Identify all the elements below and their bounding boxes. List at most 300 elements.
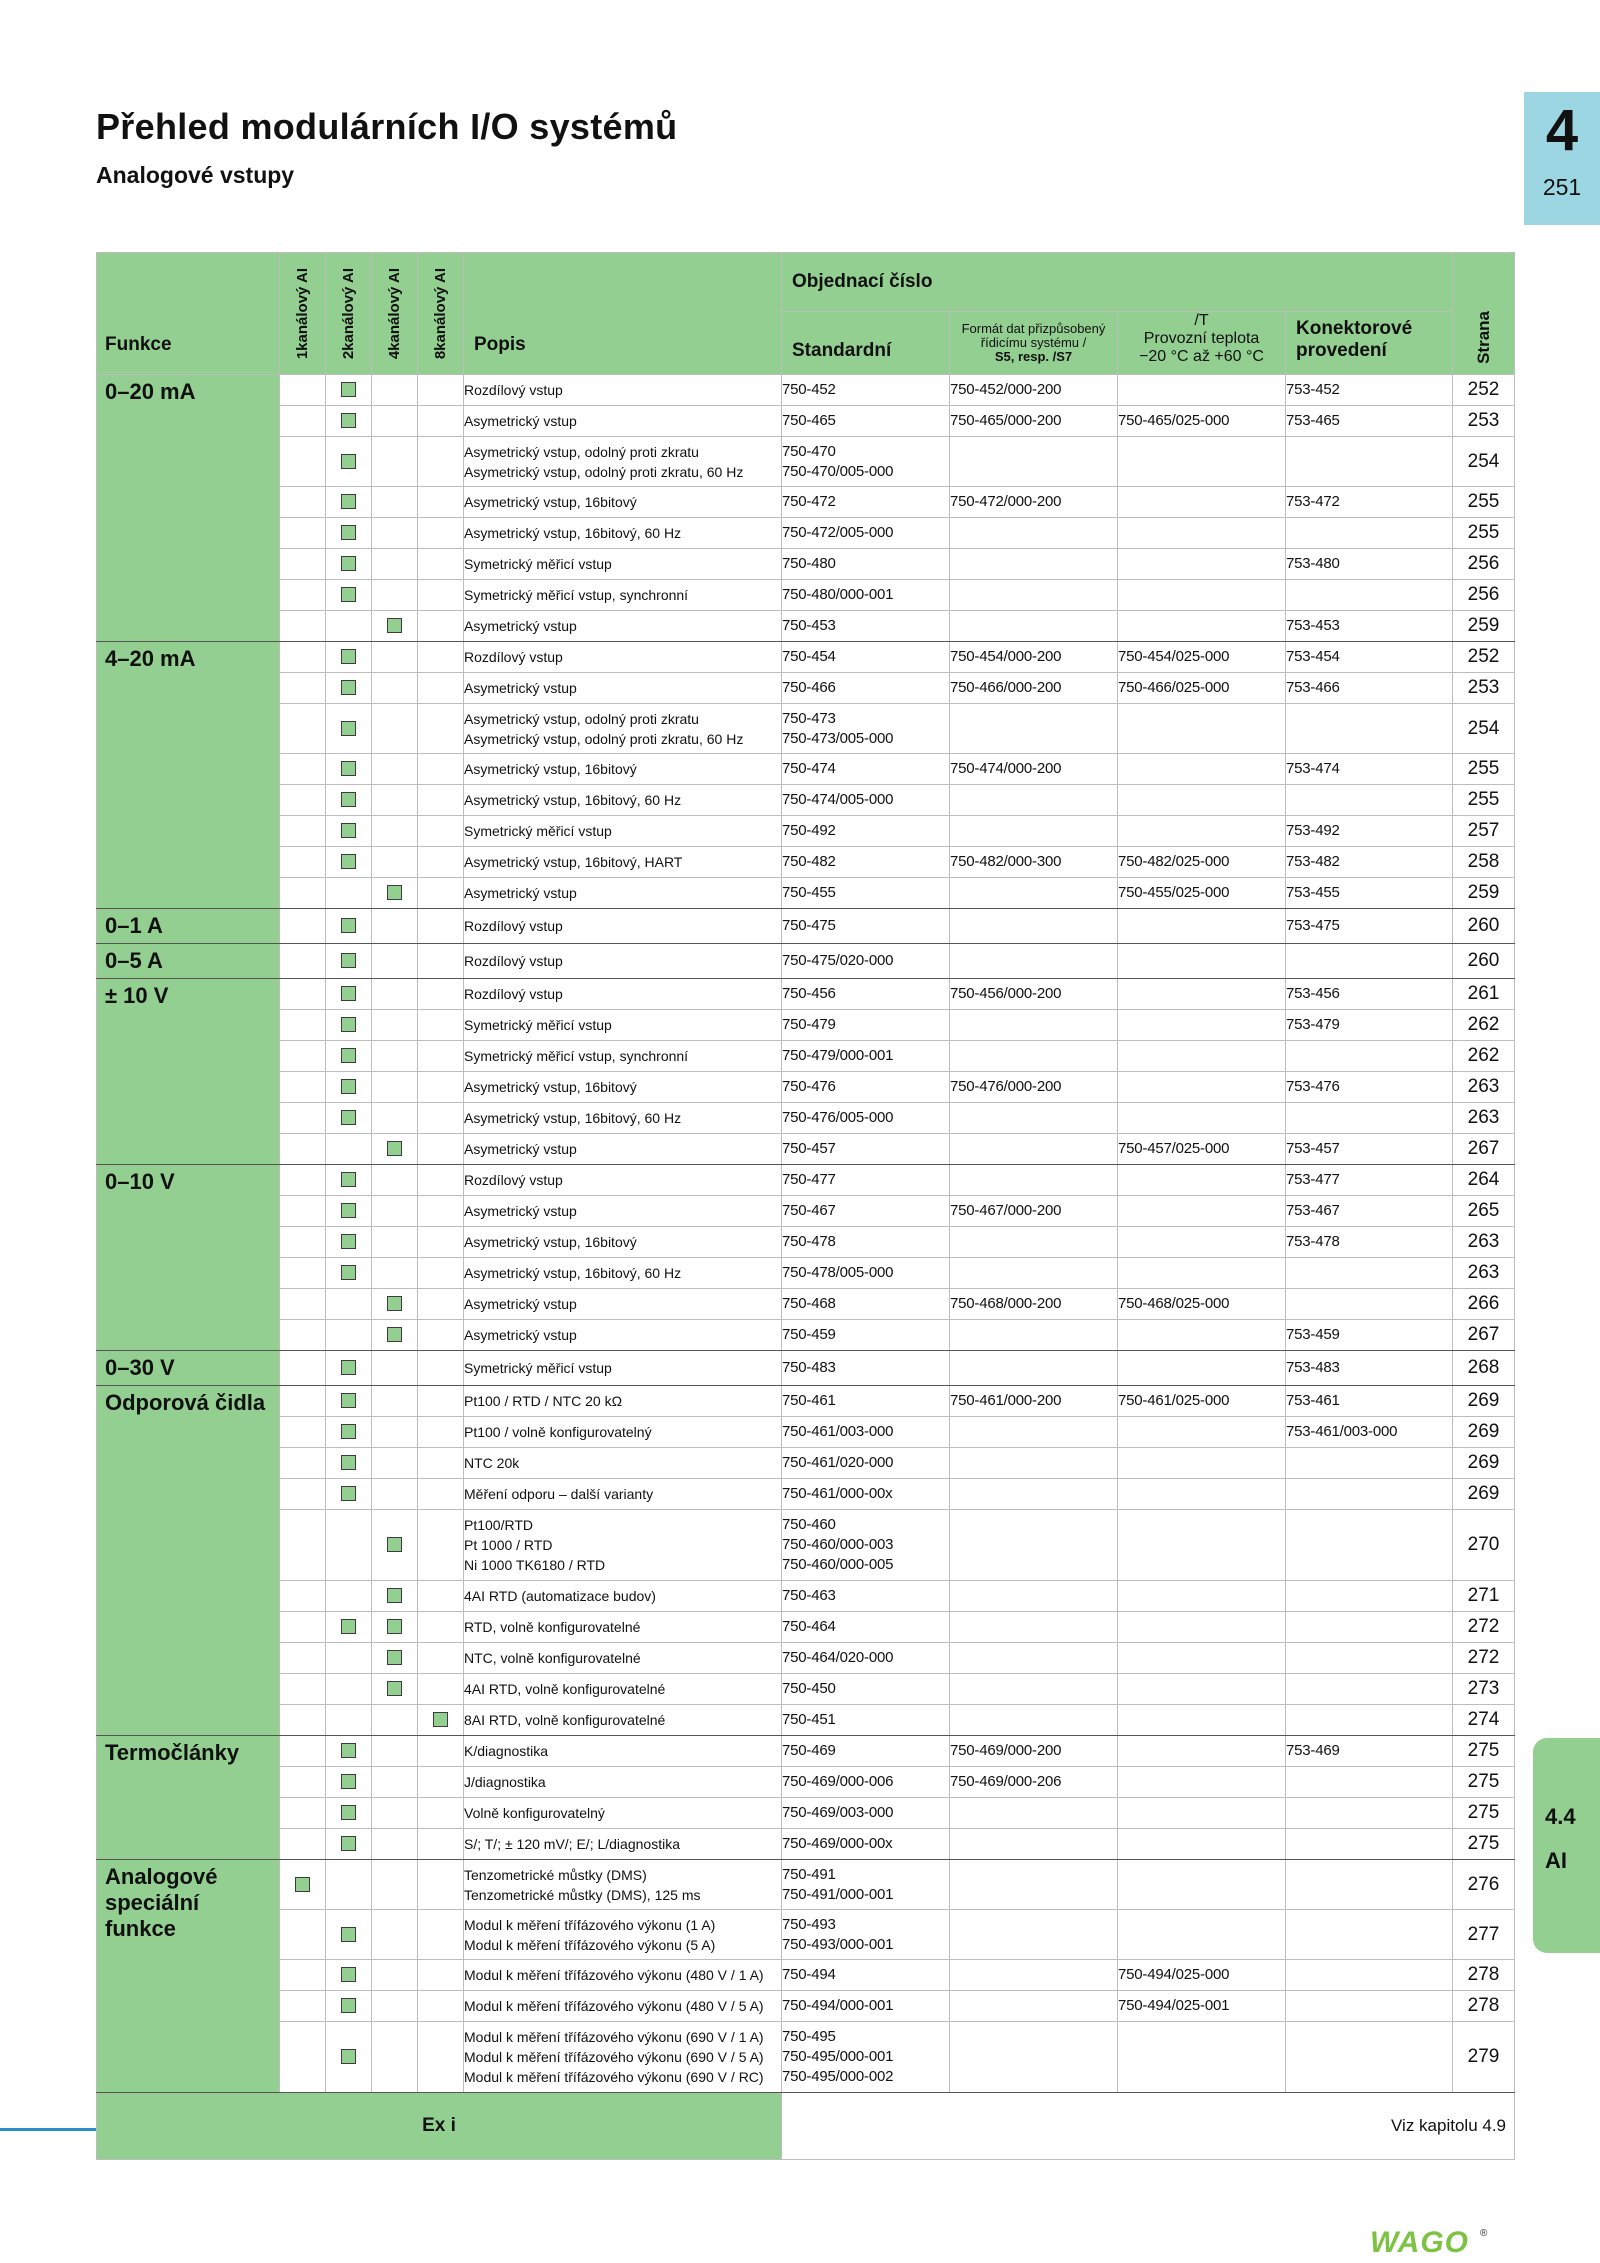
channel-1-cell — [280, 1258, 326, 1289]
function-group: Termočlánky — [97, 1736, 280, 1860]
page-ref-cell[interactable]: 257 — [1453, 816, 1515, 847]
description-cell-line: Asymetrický vstup, 16bitový — [464, 761, 637, 777]
description-cell-line: Modul k měření třífázového výkonu (1 A) — [464, 1916, 716, 1933]
format-number-cell — [950, 1134, 1118, 1165]
channel-2-cell — [326, 1479, 372, 1510]
channel-4-cell — [372, 1386, 418, 1417]
channel-4-cell — [372, 979, 418, 1010]
table-row — [97, 1196, 1515, 1227]
channel-2-cell — [326, 487, 372, 518]
page-ref-cell[interactable]: 259 — [1453, 611, 1515, 642]
channel-marker-icon — [341, 525, 356, 540]
channel-8-cell — [418, 1960, 464, 1991]
page-ref-cell[interactable]: 271 — [1453, 1581, 1515, 1612]
temperature-number-cell — [1118, 487, 1286, 518]
channel-8-cell — [418, 549, 464, 580]
channel-4-cell — [372, 1417, 418, 1448]
page-ref-cell[interactable]: 278 — [1453, 1991, 1515, 2022]
description-cell-line: Pt 1000 / RTD — [464, 1537, 553, 1553]
channel-2-cell — [326, 847, 372, 878]
temperature-number-cell: 750-461/025-000 — [1118, 1386, 1286, 1417]
standard-number-cell-line: 750-454 — [782, 648, 836, 665]
page-ref-cell[interactable]: 262 — [1453, 1041, 1515, 1072]
description-cell-line: Tenzometrické můstky (DMS), 125 ms — [464, 1886, 701, 1903]
standard-number-cell-line: 750-460/000-003 — [782, 1536, 894, 1553]
page-ref-cell[interactable]: 255 — [1453, 518, 1515, 549]
description-cell-line: Symetrický měřicí vstup — [464, 556, 612, 572]
channel-8-cell — [418, 1510, 464, 1581]
channel-2-cell — [326, 1448, 372, 1479]
standard-number-cell — [782, 878, 950, 909]
connector-number-cell — [1286, 1289, 1453, 1320]
standard-number-cell-line: 750-473/005-000 — [782, 729, 894, 747]
page-ref-cell[interactable]: 254 — [1453, 437, 1515, 487]
page-ref-cell[interactable]: 273 — [1453, 1674, 1515, 1705]
temperature-number-cell: 750-454/025-000 — [1118, 642, 1286, 673]
channel-4-cell — [372, 1258, 418, 1289]
wago-logo-text: WAGO — [1370, 2226, 1469, 2256]
format-number-cell: 750-472/000-200 — [950, 487, 1118, 518]
header-1ch: 1kanálový AI — [280, 253, 326, 375]
description-cell — [464, 1674, 782, 1705]
table-row — [97, 2022, 1515, 2093]
table-row — [97, 1417, 1515, 1448]
page-ref-cell[interactable]: 263 — [1453, 1072, 1515, 1103]
description-cell — [464, 1510, 782, 1581]
channel-2-cell — [326, 1767, 372, 1798]
temperature-number-cell — [1118, 909, 1286, 944]
page-ref-cell[interactable]: 264 — [1453, 1165, 1515, 1196]
channel-1-cell — [280, 1510, 326, 1581]
connector-number-cell: 753-467 — [1286, 1196, 1453, 1227]
standard-number-cell-line: 750-478/005-000 — [782, 1264, 894, 1281]
format-number-cell: 750-461/000-200 — [950, 1386, 1118, 1417]
table-row — [97, 944, 1515, 979]
standard-number-cell — [782, 1134, 950, 1165]
temperature-number-cell — [1118, 1227, 1286, 1258]
format-number-cell: 750-466/000-200 — [950, 673, 1118, 704]
connector-number-cell — [1286, 1674, 1453, 1705]
description-cell-line: Asymetrický vstup — [464, 618, 577, 634]
format-number-cell — [950, 1103, 1118, 1134]
page-ref-cell[interactable]: 269 — [1453, 1448, 1515, 1479]
connector-number-cell: 753-478 — [1286, 1227, 1453, 1258]
temperature-number-cell — [1118, 754, 1286, 785]
description-cell-line: Rozdílový vstup — [464, 649, 563, 665]
connector-number-cell: 753-461/003-000 — [1286, 1417, 1453, 1448]
temperature-number-cell — [1118, 549, 1286, 580]
description-cell — [464, 1910, 782, 1960]
temperature-number-cell: 750-466/025-000 — [1118, 673, 1286, 704]
description-cell — [464, 1351, 782, 1386]
footer-reference[interactable]: Viz kapitolu 4.9 — [782, 2093, 1515, 2160]
description-cell — [464, 1860, 782, 1910]
temperature-number-cell: 750-494/025-001 — [1118, 1991, 1286, 2022]
standard-number-cell-line: 750-461/000-00x — [782, 1485, 893, 1502]
channel-4-cell — [372, 673, 418, 704]
channel-marker-icon — [341, 454, 356, 469]
section-tab[interactable] — [1533, 1738, 1600, 1953]
page-ref-cell[interactable]: 254 — [1453, 704, 1515, 754]
format-number-cell — [950, 1910, 1118, 1960]
description-cell — [464, 1041, 782, 1072]
connector-number-cell: 753-454 — [1286, 642, 1453, 673]
format-number-cell — [950, 1960, 1118, 1991]
temperature-number-cell — [1118, 437, 1286, 487]
table-row — [97, 1165, 1515, 1196]
description-cell-line: Asymetrický vstup, 16bitový — [464, 494, 637, 510]
page-ref-cell[interactable]: 269 — [1453, 1479, 1515, 1510]
description-cell-line: Asymetrický vstup, odolný proti zkratu — [464, 443, 699, 460]
channel-2-cell — [326, 878, 372, 909]
page-ref-cell[interactable]: 262 — [1453, 1010, 1515, 1041]
table-row — [97, 1798, 1515, 1829]
standard-number-cell-line: 750-495 — [782, 2028, 836, 2045]
page-ref-cell[interactable]: 260 — [1453, 944, 1515, 979]
page-ref-cell[interactable]: 275 — [1453, 1798, 1515, 1829]
channel-1-cell — [280, 549, 326, 580]
channel-marker-icon — [387, 1650, 402, 1665]
channel-2-cell — [326, 437, 372, 487]
page-ref-cell[interactable]: 266 — [1453, 1289, 1515, 1320]
temperature-number-cell — [1118, 580, 1286, 611]
page-ref-cell[interactable]: 267 — [1453, 1320, 1515, 1351]
page-ref-cell[interactable]: 269 — [1453, 1386, 1515, 1417]
header-funkce: Funkce — [97, 253, 280, 375]
channel-8-cell — [418, 816, 464, 847]
channel-2-cell — [326, 2022, 372, 2093]
table-row — [97, 1674, 1515, 1705]
channel-8-cell — [418, 1798, 464, 1829]
channel-marker-icon — [341, 986, 356, 1001]
channel-8-cell — [418, 1674, 464, 1705]
channel-2-cell — [326, 979, 372, 1010]
channel-8-cell — [418, 944, 464, 979]
connector-number-cell: 753-479 — [1286, 1010, 1453, 1041]
channel-2-cell — [326, 944, 372, 979]
format-number-cell — [950, 704, 1118, 754]
wago-logo — [1368, 2226, 1496, 2256]
page-ref-cell[interactable]: 270 — [1453, 1510, 1515, 1581]
description-cell — [464, 1991, 782, 2022]
format-number-cell — [950, 437, 1118, 487]
channel-4-cell — [372, 1103, 418, 1134]
temperature-number-cell — [1118, 1674, 1286, 1705]
channel-4-cell — [372, 611, 418, 642]
description-cell-line: NTC 20k — [464, 1455, 520, 1471]
header-konektor: Konektorové provedení — [1286, 312, 1453, 375]
connector-number-cell — [1286, 2022, 1453, 2093]
page-ref-cell[interactable]: 269 — [1453, 1417, 1515, 1448]
channel-1-cell — [280, 1910, 326, 1960]
channel-1-cell — [280, 1320, 326, 1351]
page-ref-cell[interactable]: 252 — [1453, 642, 1515, 673]
connector-number-cell — [1286, 944, 1453, 979]
channel-4-cell — [372, 642, 418, 673]
page-ref-cell[interactable]: 275 — [1453, 1767, 1515, 1798]
channel-1-cell — [280, 1705, 326, 1736]
temperature-number-cell — [1118, 1010, 1286, 1041]
channel-4-cell — [372, 1041, 418, 1072]
channel-marker-icon — [341, 1927, 356, 1942]
header-8ch: 8kanálový AI — [418, 253, 464, 375]
standard-number-cell — [782, 1010, 950, 1041]
channel-1-cell — [280, 1103, 326, 1134]
connector-number-cell — [1286, 1829, 1453, 1860]
channel-1-cell — [280, 518, 326, 549]
page-ref-cell[interactable]: 272 — [1453, 1643, 1515, 1674]
channel-marker-icon — [433, 1712, 448, 1727]
channel-8-cell — [418, 1320, 464, 1351]
format-number-cell — [950, 785, 1118, 816]
channel-marker-icon — [387, 618, 402, 633]
page-ref-cell[interactable]: 258 — [1453, 847, 1515, 878]
channel-1-cell — [280, 754, 326, 785]
description-cell — [464, 437, 782, 487]
temperature-number-cell — [1118, 1417, 1286, 1448]
description-cell — [464, 1829, 782, 1860]
channel-marker-icon — [341, 792, 356, 807]
page-ref-cell[interactable]: 267 — [1453, 1134, 1515, 1165]
channel-marker-icon — [341, 854, 356, 869]
description-cell — [464, 1320, 782, 1351]
channel-2-cell — [326, 1798, 372, 1829]
channel-4-cell — [372, 1072, 418, 1103]
channel-8-cell — [418, 1289, 464, 1320]
description-cell — [464, 1289, 782, 1320]
standard-number-cell-line: 750-464/020-000 — [782, 1649, 894, 1666]
chapter-page: 251 — [1542, 174, 1582, 200]
standard-number-cell-line: 750-463 — [782, 1587, 836, 1604]
channel-1-cell — [280, 1386, 326, 1417]
channel-4-cell — [372, 1448, 418, 1479]
format-number-cell — [950, 909, 1118, 944]
channel-2-cell — [326, 1581, 372, 1612]
channel-marker-icon — [387, 1141, 402, 1156]
page-ref-cell[interactable]: 252 — [1453, 375, 1515, 406]
description-cell — [464, 704, 782, 754]
description-cell-line: Rozdílový vstup — [464, 953, 563, 969]
standard-number-cell-line: 750-493/000-001 — [782, 1935, 894, 1953]
table-row — [97, 1258, 1515, 1289]
table-row — [97, 1320, 1515, 1351]
page-ref-cell[interactable]: 253 — [1453, 406, 1515, 437]
table-row — [97, 816, 1515, 847]
standard-number-cell-line: 750-494 — [782, 1966, 836, 1983]
standard-number-cell-line: 750-482 — [782, 853, 836, 870]
channel-marker-icon — [341, 721, 356, 736]
channel-2-cell — [326, 1860, 372, 1910]
section-number: 4.4 — [1545, 1804, 1576, 1829]
channel-1-cell — [280, 1165, 326, 1196]
channel-4-cell — [372, 2022, 418, 2093]
channel-2-cell — [326, 1196, 372, 1227]
description-cell — [464, 1165, 782, 1196]
table-row — [97, 1227, 1515, 1258]
format-number-cell — [950, 1643, 1118, 1674]
channel-4-cell — [372, 754, 418, 785]
format-number-cell — [950, 549, 1118, 580]
description-cell-line: Symetrický měřicí vstup, synchronní — [464, 1048, 689, 1064]
channel-8-cell — [418, 642, 464, 673]
channel-marker-icon — [295, 1877, 310, 1892]
page-ref-cell[interactable]: 277 — [1453, 1910, 1515, 1960]
page-ref-cell[interactable]: 259 — [1453, 878, 1515, 909]
standard-number-cell — [782, 673, 950, 704]
format-number-cell — [950, 1320, 1118, 1351]
standard-number-cell-line: 750-461/003-000 — [782, 1423, 894, 1440]
channel-marker-icon — [341, 1743, 356, 1758]
channel-1-cell — [280, 1227, 326, 1258]
function-group: 0–5 A — [97, 944, 280, 979]
temperature-number-cell — [1118, 1196, 1286, 1227]
channel-8-cell — [418, 1479, 464, 1510]
page-ref-cell[interactable]: 268 — [1453, 1351, 1515, 1386]
standard-number-cell-line: 750-467 — [782, 1202, 836, 1219]
standard-number-cell-line: 750-469/000-00x — [782, 1835, 893, 1852]
channel-8-cell — [418, 1612, 464, 1643]
format-number-cell — [950, 1165, 1118, 1196]
description-cell — [464, 1581, 782, 1612]
channel-2-cell — [326, 611, 372, 642]
function-group: ± 10 V — [97, 979, 280, 1165]
channel-8-cell — [418, 754, 464, 785]
standard-number-cell — [782, 1165, 950, 1196]
description-cell — [464, 1072, 782, 1103]
channel-1-cell — [280, 704, 326, 754]
standard-number-cell — [782, 816, 950, 847]
format-number-cell — [950, 878, 1118, 909]
description-cell-line: K/diagnostika — [464, 1743, 549, 1759]
page-ref-cell[interactable]: 263 — [1453, 1227, 1515, 1258]
channel-marker-icon — [341, 1203, 356, 1218]
standard-number-cell-line: 750-474 — [782, 760, 836, 777]
standard-number-cell-line: 750-460/000-005 — [782, 1556, 894, 1573]
standard-number-cell — [782, 1448, 950, 1479]
channel-4-cell — [372, 580, 418, 611]
temperature-number-cell: 750-482/025-000 — [1118, 847, 1286, 878]
channel-4-cell — [372, 1134, 418, 1165]
channel-8-cell — [418, 375, 464, 406]
standard-number-cell — [782, 1612, 950, 1643]
channel-marker-icon — [341, 1774, 356, 1789]
temperature-number-cell — [1118, 1448, 1286, 1479]
channel-2-cell — [326, 642, 372, 673]
standard-number-cell — [782, 909, 950, 944]
page-ref-cell[interactable]: 255 — [1453, 487, 1515, 518]
page-ref-cell[interactable]: 256 — [1453, 580, 1515, 611]
description-cell-line: Pt100 / volně konfigurovatelný — [464, 1424, 652, 1440]
standard-number-cell-line: 750-491/000-001 — [782, 1885, 894, 1903]
page-ref-cell[interactable]: 275 — [1453, 1829, 1515, 1860]
channel-8-cell — [418, 909, 464, 944]
page-ref-cell[interactable]: 263 — [1453, 1258, 1515, 1289]
table-row — [97, 406, 1515, 437]
channel-4-cell — [372, 1612, 418, 1643]
temperature-number-cell — [1118, 611, 1286, 642]
standard-number-cell-line: 750-452 — [782, 381, 836, 398]
page-ref-cell[interactable]: 275 — [1453, 1736, 1515, 1767]
description-cell — [464, 785, 782, 816]
channel-1-cell — [280, 1351, 326, 1386]
channel-8-cell — [418, 979, 464, 1010]
connector-number-cell: 753-466 — [1286, 673, 1453, 704]
channel-4-cell — [372, 704, 418, 754]
page-ref-cell[interactable]: 279 — [1453, 2022, 1515, 2093]
registered-mark: ® — [1480, 2228, 1488, 2239]
page-ref-cell[interactable]: 256 — [1453, 549, 1515, 580]
connector-number-cell — [1286, 1860, 1453, 1910]
channel-4-cell — [372, 1165, 418, 1196]
description-cell-line: Pt100 / RTD / NTC 20 kΩ — [464, 1393, 623, 1409]
channel-8-cell — [418, 1910, 464, 1960]
channel-1-cell — [280, 1860, 326, 1910]
description-cell-line: Symetrický měřicí vstup — [464, 1017, 612, 1033]
table-row — [97, 437, 1515, 487]
format-number-cell: 750-465/000-200 — [950, 406, 1118, 437]
description-cell-line: Rozdílový vstup — [464, 382, 563, 398]
table-row — [97, 878, 1515, 909]
format-number-cell — [950, 1829, 1118, 1860]
page-ref-cell[interactable]: 253 — [1453, 673, 1515, 704]
description-cell-line: S/; T/; ± 120 mV/; E/; L/diagnostika — [464, 1836, 680, 1852]
channel-1-cell — [280, 1581, 326, 1612]
temperature-number-cell: 750-494/025-000 — [1118, 1960, 1286, 1991]
description-cell-line: Volně konfigurovatelný — [464, 1805, 605, 1821]
standard-number-cell-line: 750-474/005-000 — [782, 791, 894, 808]
table-row — [97, 1041, 1515, 1072]
description-cell-line: Asymetrický vstup, 16bitový, 60 Hz — [464, 525, 682, 541]
description-cell-line: Asymetrický vstup — [464, 1141, 577, 1157]
page-ref-cell[interactable]: 255 — [1453, 785, 1515, 816]
connector-number-cell — [1286, 785, 1453, 816]
channel-marker-icon — [341, 1967, 356, 1982]
header-objednaci: Objednací číslo — [782, 253, 1453, 312]
table-row — [97, 642, 1515, 673]
standard-number-cell — [782, 1829, 950, 1860]
channel-8-cell — [418, 785, 464, 816]
page-ref-cell[interactable]: 272 — [1453, 1612, 1515, 1643]
standard-number-cell-line: 750-493 — [782, 1915, 836, 1933]
channel-marker-icon — [341, 587, 356, 602]
page-ref-cell[interactable]: 260 — [1453, 909, 1515, 944]
channel-8-cell — [418, 1829, 464, 1860]
channel-marker-icon — [341, 1455, 356, 1470]
channel-marker-icon — [387, 885, 402, 900]
standard-number-cell — [782, 1674, 950, 1705]
format-number-cell: 750-456/000-200 — [950, 979, 1118, 1010]
channel-marker-icon — [387, 1296, 402, 1311]
page-ref-cell[interactable]: 276 — [1453, 1860, 1515, 1910]
description-cell-line: Asymetrický vstup, odolný proti zkratu — [464, 710, 699, 727]
page-ref-cell[interactable]: 255 — [1453, 754, 1515, 785]
description-cell — [464, 944, 782, 979]
page-ref-cell[interactable]: 265 — [1453, 1196, 1515, 1227]
temperature-number-cell — [1118, 1612, 1286, 1643]
temperature-number-cell — [1118, 785, 1286, 816]
format-number-cell — [950, 580, 1118, 611]
description-cell — [464, 1386, 782, 1417]
channel-2-cell — [326, 1991, 372, 2022]
page-ref-cell[interactable]: 278 — [1453, 1960, 1515, 1991]
standard-number-cell-line: 750-483 — [782, 1359, 836, 1376]
page-ref-cell[interactable]: 274 — [1453, 1705, 1515, 1736]
page-ref-cell[interactable]: 261 — [1453, 979, 1515, 1010]
standard-number-cell-line: 750-461/020-000 — [782, 1454, 894, 1471]
page-ref-cell[interactable]: 263 — [1453, 1103, 1515, 1134]
standard-number-cell-line: 750-469/003-000 — [782, 1804, 894, 1821]
channel-marker-icon — [341, 1619, 356, 1634]
